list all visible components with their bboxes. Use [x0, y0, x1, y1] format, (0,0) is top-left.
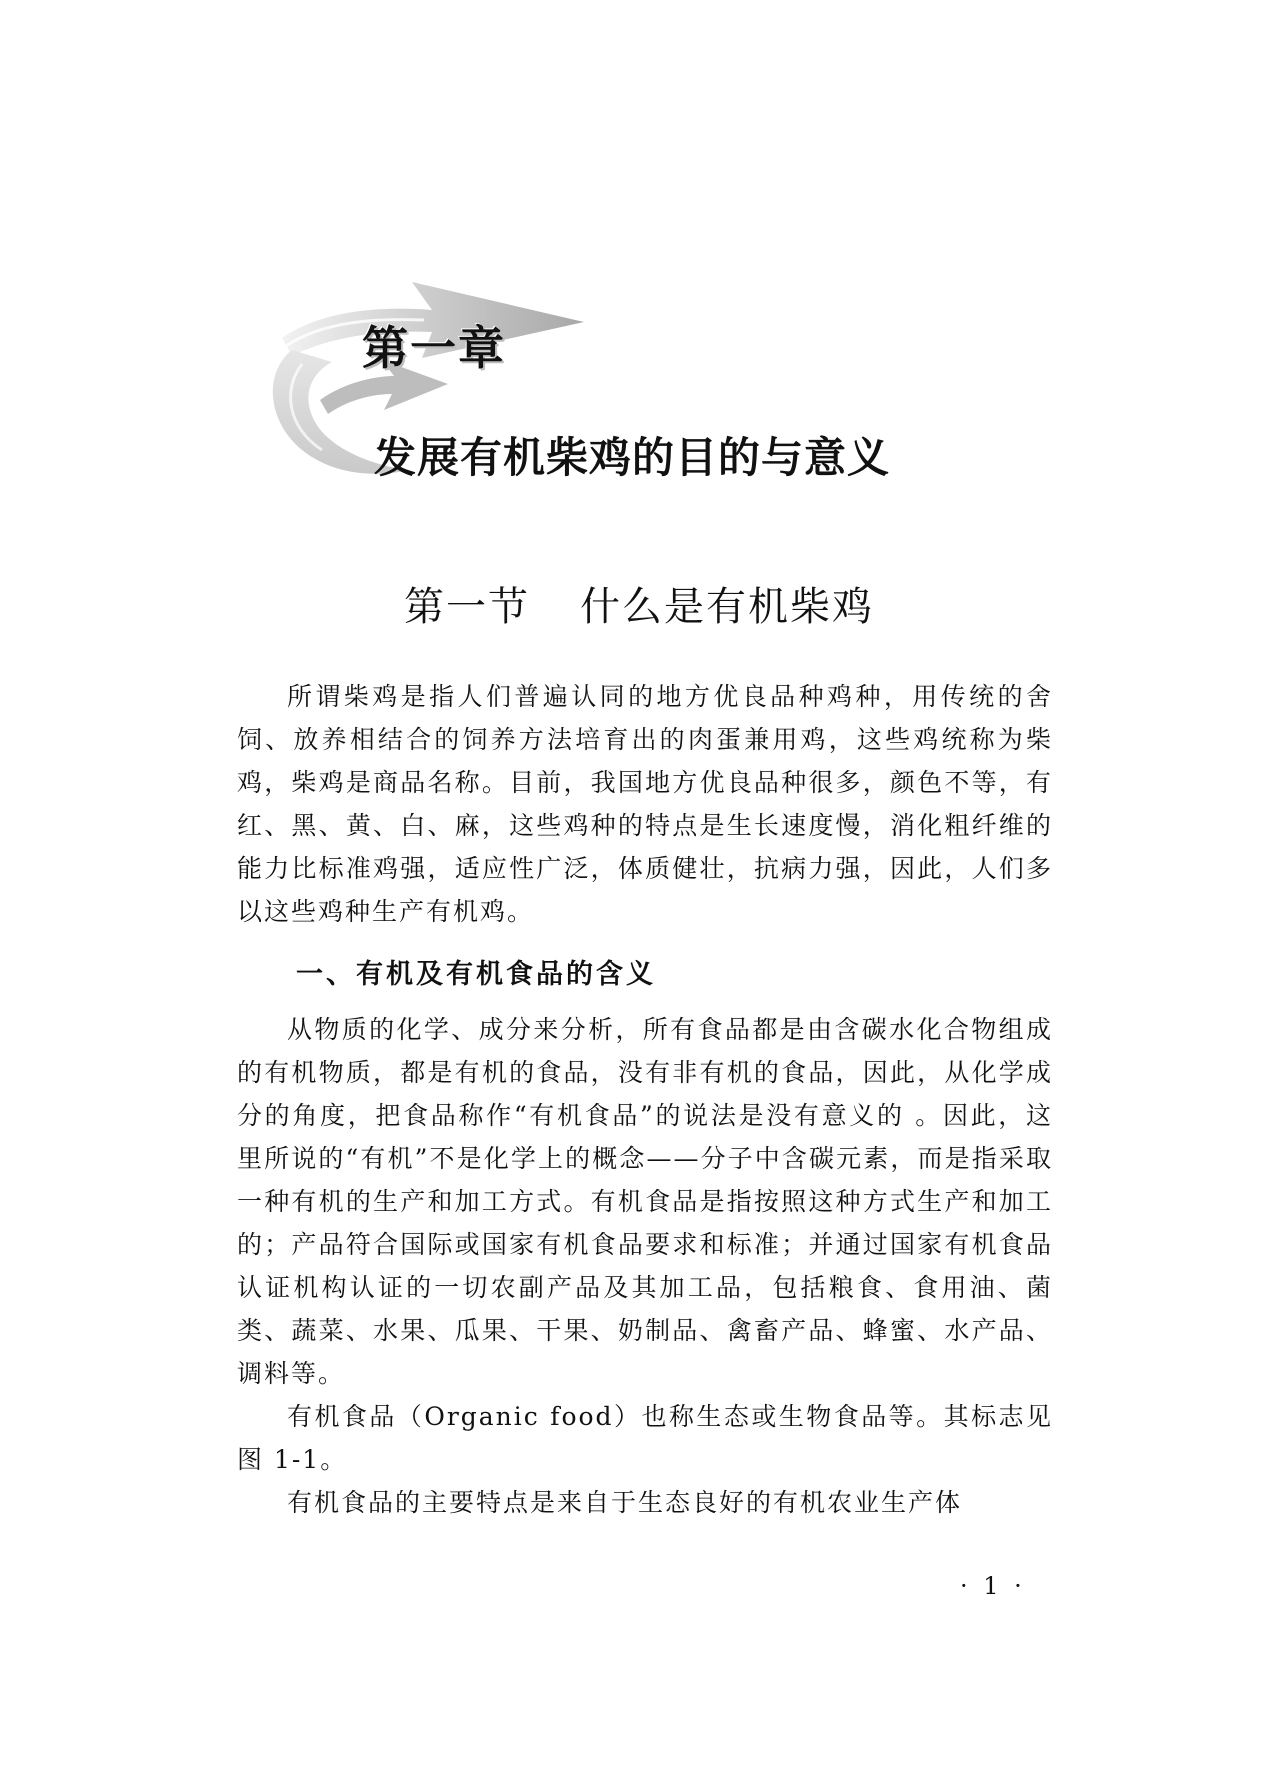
- intro-text-block: [237, 675, 1053, 933]
- page-number: · 1 ·: [960, 1572, 1026, 1600]
- chapter-title: 发展有机柴鸡的目的与意义: [374, 433, 891, 482]
- chapter-label: 第一章: [362, 321, 506, 375]
- subsection-heading: 一、有机及有机食品的含义: [296, 959, 656, 990]
- section-number: 第一节: [404, 584, 530, 630]
- subsection-paragraph-3: 有机食品的主要特点是来自于生态良好的有机农业生产体: [287, 1488, 963, 1517]
- subsection-paragraph-2: 有机食品（Organic food）也称生态或生物食品等。其标志见图 1-1。: [237, 1402, 1053, 1474]
- subsection-paragraph-1: 从物质的化学、成分来分析，所有食品都是由含碳水化合物组成的有机物质，都是有机的食品，没有非有机的食品，因此，从化学成分的角度，把食品称作“有机食品”的说法是没有意义的 。因此，这里所说的“有机”不是化学上的概念——分子中含碳元素，而是指采取一种有机的生产和加工方式。有机食品是指按照这种方式生产和加工的；产品符合国际或国家有机食品要求和标准；并通过国家有机食品认证机构认证的一切农副产品及其加工品，包括粮食、食用油、菌类、蔬菜、水果、瓜果、干果、奶制品、禽畜产品、蜂蜜、水产品、调料等。: [237, 1015, 1053, 1388]
- intro-paragraph: 所谓柴鸡是指人们普遍认同的地方优良品种鸡种，用传统的舍饲、放养相结合的饲养方法培育出的肉蛋兼用鸡，这些鸡统称为柴鸡，柴鸡是商品名称。目前，我国地方优良品种很多，颜色不等，有红、黑、黄、白、麻，这些鸡种的特点是生长速度慢，消化粗纤维的能力比标准鸡强，适应性广泛，体质健壮，抗病力强，因此，人们多以这些鸡种生产有机鸡。: [237, 682, 1053, 926]
- section-title: [404, 575, 874, 632]
- section-name: 什么是有机柴鸡: [580, 584, 874, 630]
- subsection-text-block: [237, 1008, 1053, 1524]
